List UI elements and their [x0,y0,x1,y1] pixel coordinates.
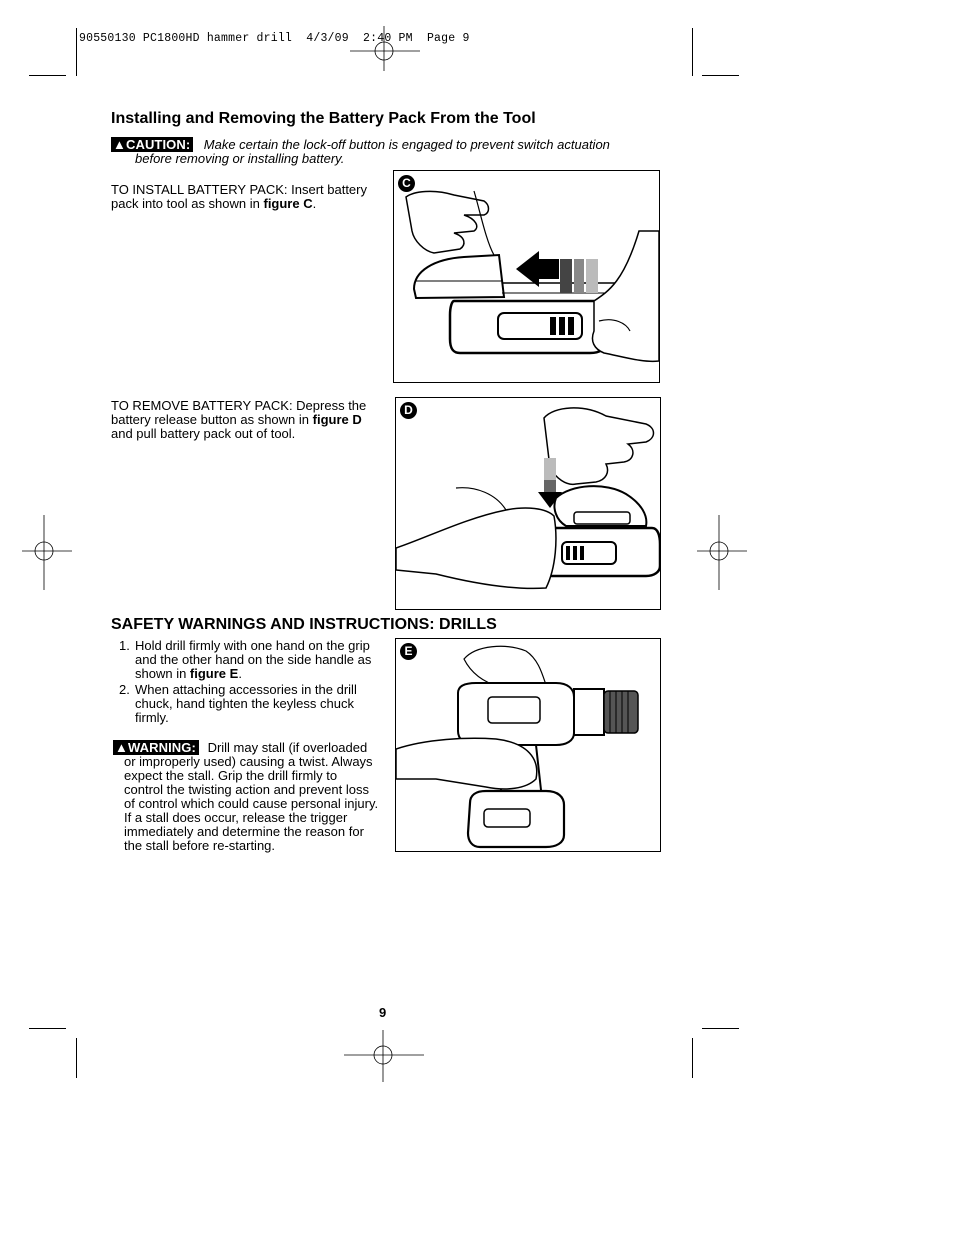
install-instructions [111,183,393,211]
crop-mark [692,28,693,76]
crop-mark [702,1028,739,1029]
warning-text-line: expect the stall. Grip the drill firmly to [124,768,338,783]
warning-line [113,740,398,755]
registration-mark-right [697,515,747,590]
print-slug: 90550130 PC1800HD hammer drill 4/3/09 2:40 PM Page 9 [79,32,470,45]
warning-notice [113,740,398,853]
warning-text-line: control the twisting action and prevent loss [124,782,369,797]
figure-e-illustration [396,639,660,851]
warning-text-line: or improperly used) causing a twist. Always [124,754,373,769]
figure-c-ref: figure C [263,196,313,211]
figure-e-ref: figure E [189,666,239,681]
list-item-number: 2. [119,682,130,697]
figure-c [393,170,660,383]
install-line2 [111,197,393,211]
figure-d [395,397,661,610]
figure-c-label: C [398,175,415,192]
section-title-battery: Installing and Removing the Battery Pack From the Tool [111,110,536,127]
figure-d-ref: figure D [312,412,362,427]
warning-text-line: immediately and determine the reason for [124,824,364,839]
remove-line2-text: battery release button as shown in [111,412,313,427]
figure-e-label: E [400,643,417,660]
figure-c-illustration [394,171,659,382]
warning-text-line: the stall before re-starting. [124,838,276,853]
caution-label: CAUTION: [125,137,191,152]
crop-mark [76,1038,77,1078]
warning-text-line: Drill may stall (if overloaded [207,740,368,755]
section-title-safety: SAFETY WARNINGS AND INSTRUCTIONS: DRILLS [111,616,497,633]
caution-text-line1: Make certain the lock-off button is engaged to prevent switch actuation [203,137,610,152]
warning-badge [113,740,199,755]
list-item-line: chuck, hand tighten the keyless chuck [135,696,354,711]
caution-badge [111,137,193,152]
warning-body [113,755,398,853]
safety-list [111,639,401,725]
remove-line2 [111,413,393,427]
list-item-number: 1. [119,638,130,653]
list-item-line: and the other hand on the side handle as [135,652,372,667]
install-line2-text: pack into tool as shown in [111,196,264,211]
crop-mark [29,1028,66,1029]
crop-mark [702,75,739,76]
list-item-end: . [238,666,242,681]
remove-line3: and pull battery pack out of tool. [111,426,296,441]
remove-line1: TO REMOVE BATTERY PACK: Depress the [111,398,367,413]
install-line1: TO INSTALL BATTERY PACK: Insert battery [111,182,367,197]
registration-mark-left [22,515,72,590]
crop-mark [76,28,77,76]
list-item-line: Hold drill firmly with one hand on the grip [135,638,370,653]
warning-triangle-icon: ▲ [115,740,128,755]
figure-d-label: D [400,402,417,419]
caution-text-line2: before removing or installing battery. [135,151,345,166]
warning-label: WARNING: [127,740,196,755]
crop-mark [692,1038,693,1078]
figure-e [395,638,661,852]
list-item-line [135,667,401,681]
warning-text-line: If a stall does occur, release the trigger [124,810,348,825]
warning-triangle-icon: ▲ [113,137,126,152]
warning-text-line: of control which could cause personal injury. [124,796,379,811]
list-item-line: When attaching accessories in the drill [135,682,357,697]
crop-mark [29,75,66,76]
page-number: 9 [379,1005,387,1020]
figure-d-illustration [396,398,660,609]
list-item-line: firmly. [135,710,169,725]
list-item [111,683,401,725]
remove-instructions [111,399,393,441]
list-item [111,639,401,681]
install-line2-end: . [312,196,317,211]
registration-mark-bottom [344,1030,424,1082]
list-item-text: shown in [135,666,190,681]
